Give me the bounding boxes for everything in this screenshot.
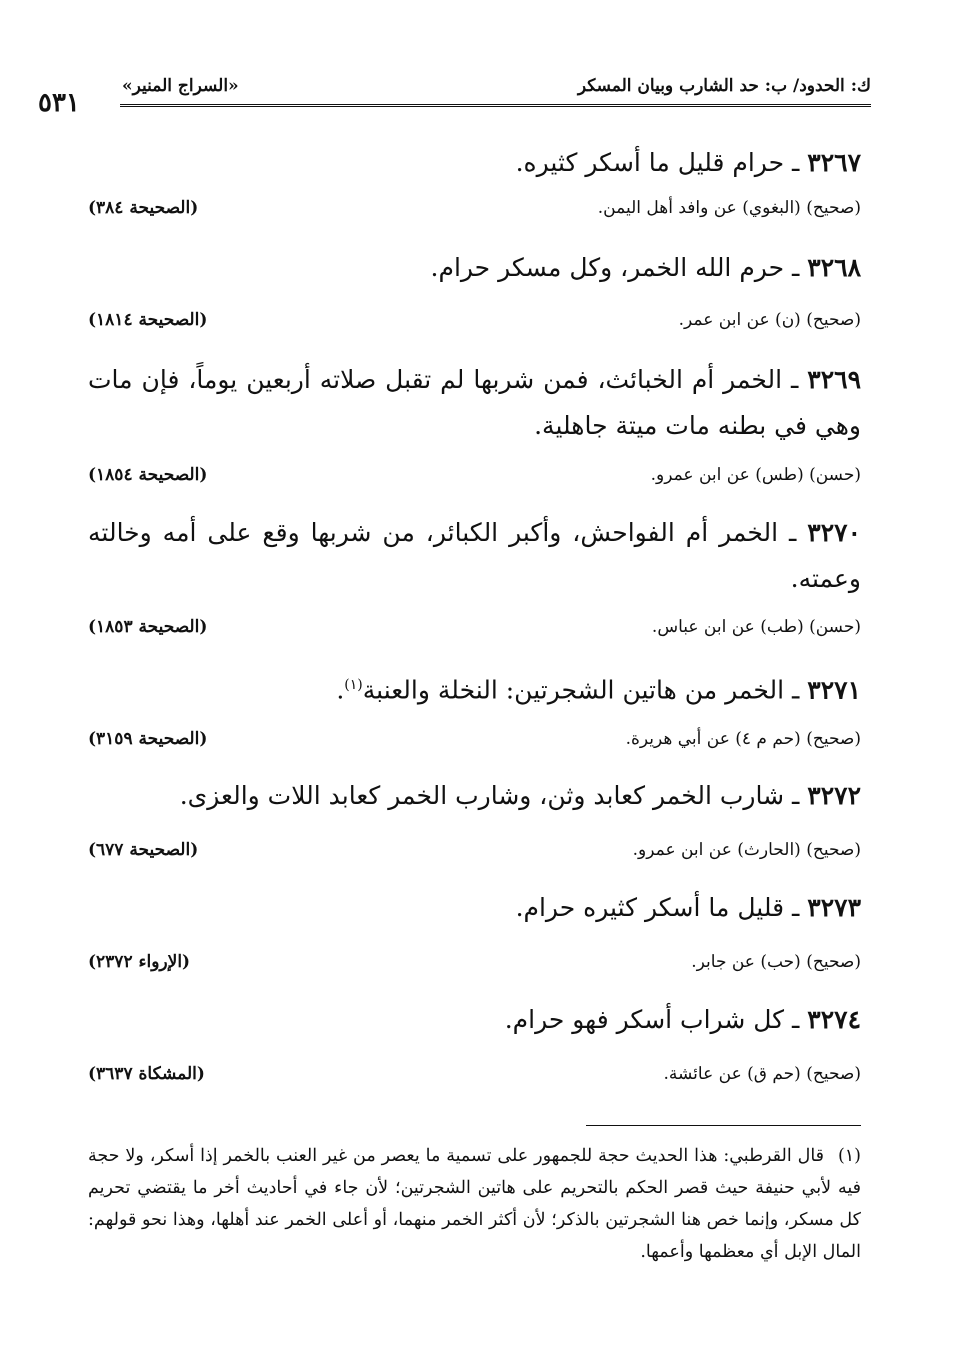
reference: (المشكاة ٣٦٣٧) (88, 1064, 205, 1084)
grade-and-source: (صحيح) (الحارث) عن ابن عمرو. (632, 840, 861, 860)
hadith-text: قليل ما أسكر كثيره حرام. (515, 893, 785, 922)
hadith-entry: ٣٢٧٤ ـ كل شراب أسكر فهو حرام. (504, 1005, 861, 1034)
hadith-text: حرم الله الخمر، وكل مسكر حرام. (430, 253, 785, 282)
reference: (الإرواء ٢٣٧٢) (88, 952, 191, 972)
grade-and-source: (صحيح) (حب) عن جابر. (691, 952, 861, 972)
hadith-text: الخمر أم الخبائث، فمن شربها لم تقبل صلاته أربعين يوماً، فإن مات وهي في بطنه مات ميتة جاهلية. (88, 365, 861, 440)
hadith-number: ٣٢٦٩ (807, 365, 862, 394)
hadith-text: حرام قليل ما أسكر كثيره. (515, 148, 785, 177)
grade-and-source: (حسن) (طب) عن ابن عباس. (651, 617, 861, 637)
grade-and-source: (صحيح) (البغوي) عن وافد أهل اليمن. (597, 198, 861, 218)
hadith-text: شارب الخمر كعابد وثن، وشارب الخمر كعابد اللات والعزى. (179, 781, 785, 810)
footnote-rule (586, 1125, 861, 1126)
grade-and-source: (صحيح) (حم م ٤) عن أبي هريرة. (625, 729, 861, 749)
reference: (الصحيحة ٣١٥٩) (88, 729, 208, 749)
hadith-source-line (88, 952, 861, 982)
reference: (الصحيحة ١٨١٤) (88, 310, 208, 330)
hadith-source-line (88, 617, 861, 647)
hadith-entry: ٣٢٦٨ ـ حرم الله الخمر، وكل مسكر حرام. (430, 253, 861, 282)
hadith-number: ٣٢٧٤ (807, 1005, 861, 1034)
hadith-text-tail: . (336, 675, 345, 705)
hadith-entry: ٣٢٧٢ ـ شارب الخمر كعابد وثن، وشارب الخمر كعابد اللات والعزى. (179, 781, 861, 810)
header-rule (120, 104, 871, 110)
hadith-source-line (88, 198, 861, 228)
page-number: ٥٣١ (38, 88, 80, 118)
hadith-source-line (88, 465, 861, 495)
chapter-title: ك: الحدود/ ب: حد الشارب وبيان المسكر (577, 76, 871, 96)
grade-and-source: (حسن) (طس) عن ابن عمرو. (650, 465, 861, 485)
hadith-number: ٣٢٧٢ (807, 781, 861, 810)
hadith-entry: ٣٢٧٣ ـ قليل ما أسكر كثيره حرام. (515, 893, 861, 922)
reference: (الصحيحة ١٨٥٣) (88, 617, 208, 637)
hadith-number: ٣٢٧١ (807, 675, 861, 705)
grade-and-source: (صحيح) (حم ق) عن عائشة. (663, 1064, 861, 1084)
hadith-text: الخمر أم الفواحش، وأكبر الكبائر، من شربها وقع على أمه وخالته وعمته. (88, 518, 861, 593)
grade-and-source: (صحيح) (ن) عن ابن عمر. (678, 310, 861, 330)
hadith-number: ٣٢٧٠ (807, 518, 861, 547)
footnote (88, 1140, 861, 1268)
hadith-number: ٣٢٧٣ (807, 893, 861, 922)
hadith-source-line (88, 310, 861, 340)
hadith-source-line (88, 840, 861, 870)
hadith-entry: ٣٢٧٠ ـ الخمر أم الفواحش، وأكبر الكبائر، من شربها وقع على أمه وخالته وعمته. (88, 518, 861, 593)
reference: (الصحيحة ١٨٥٤) (88, 465, 208, 485)
hadith-text: كل شراب أسكر فهو حرام. (504, 1005, 785, 1034)
footnote-number: (١) (837, 1146, 861, 1166)
hadith-entry: ٣٢٦٧ ـ حرام قليل ما أسكر كثيره. (515, 148, 861, 177)
hadith-source-line (88, 729, 861, 759)
book-title: «السراج المنير» (122, 76, 239, 96)
hadith-number: ٣٢٦٧ (807, 148, 861, 177)
hadith-entry: ٣٢٧١ ـ الخمر من هاتين الشجرتين: النخلة والعنبة$^{(١)}$. (336, 675, 861, 705)
reference: (الصحيحة ٦٧٧) (88, 840, 199, 860)
hadith-text: الخمر من هاتين الشجرتين: النخلة والعنبة (362, 675, 785, 705)
footnote-marker[interactable]: (١) (344, 677, 363, 693)
page-header (30, 70, 871, 118)
hadith-source-line (88, 1064, 861, 1094)
footnote-text: قال القرطبي: هذا الحديث حجة للجمهور على تسمية ما يعصر من غير العنب بالخمر إذا أسكر، ولا حجة فيه لأبي حنيفة حيث قصر الحكم بالتحريم على هاتين الشجرتين؛ لأن جاء في أحاديث أخر ما يقتضي تحريم كل مسكر، وإنما خص هنا الشجرتين بالذكر؛ لأن أكثر الخمر منهما، أو أعلى الخمر عند أهلها، وهذا نحو قولهم: المال الإبل أي معظمها وأعمها. (88, 1146, 861, 1262)
reference: (الصحيحة ٣٨٤) (88, 198, 199, 218)
hadith-number: ٣٢٦٨ (807, 253, 861, 282)
hadith-entry: ٣٢٦٩ ـ الخمر أم الخبائث، فمن شربها لم تقبل صلاته أربعين يوماً، فإن مات وهي في بطنه مات ميتة جاهلية. (88, 365, 862, 440)
